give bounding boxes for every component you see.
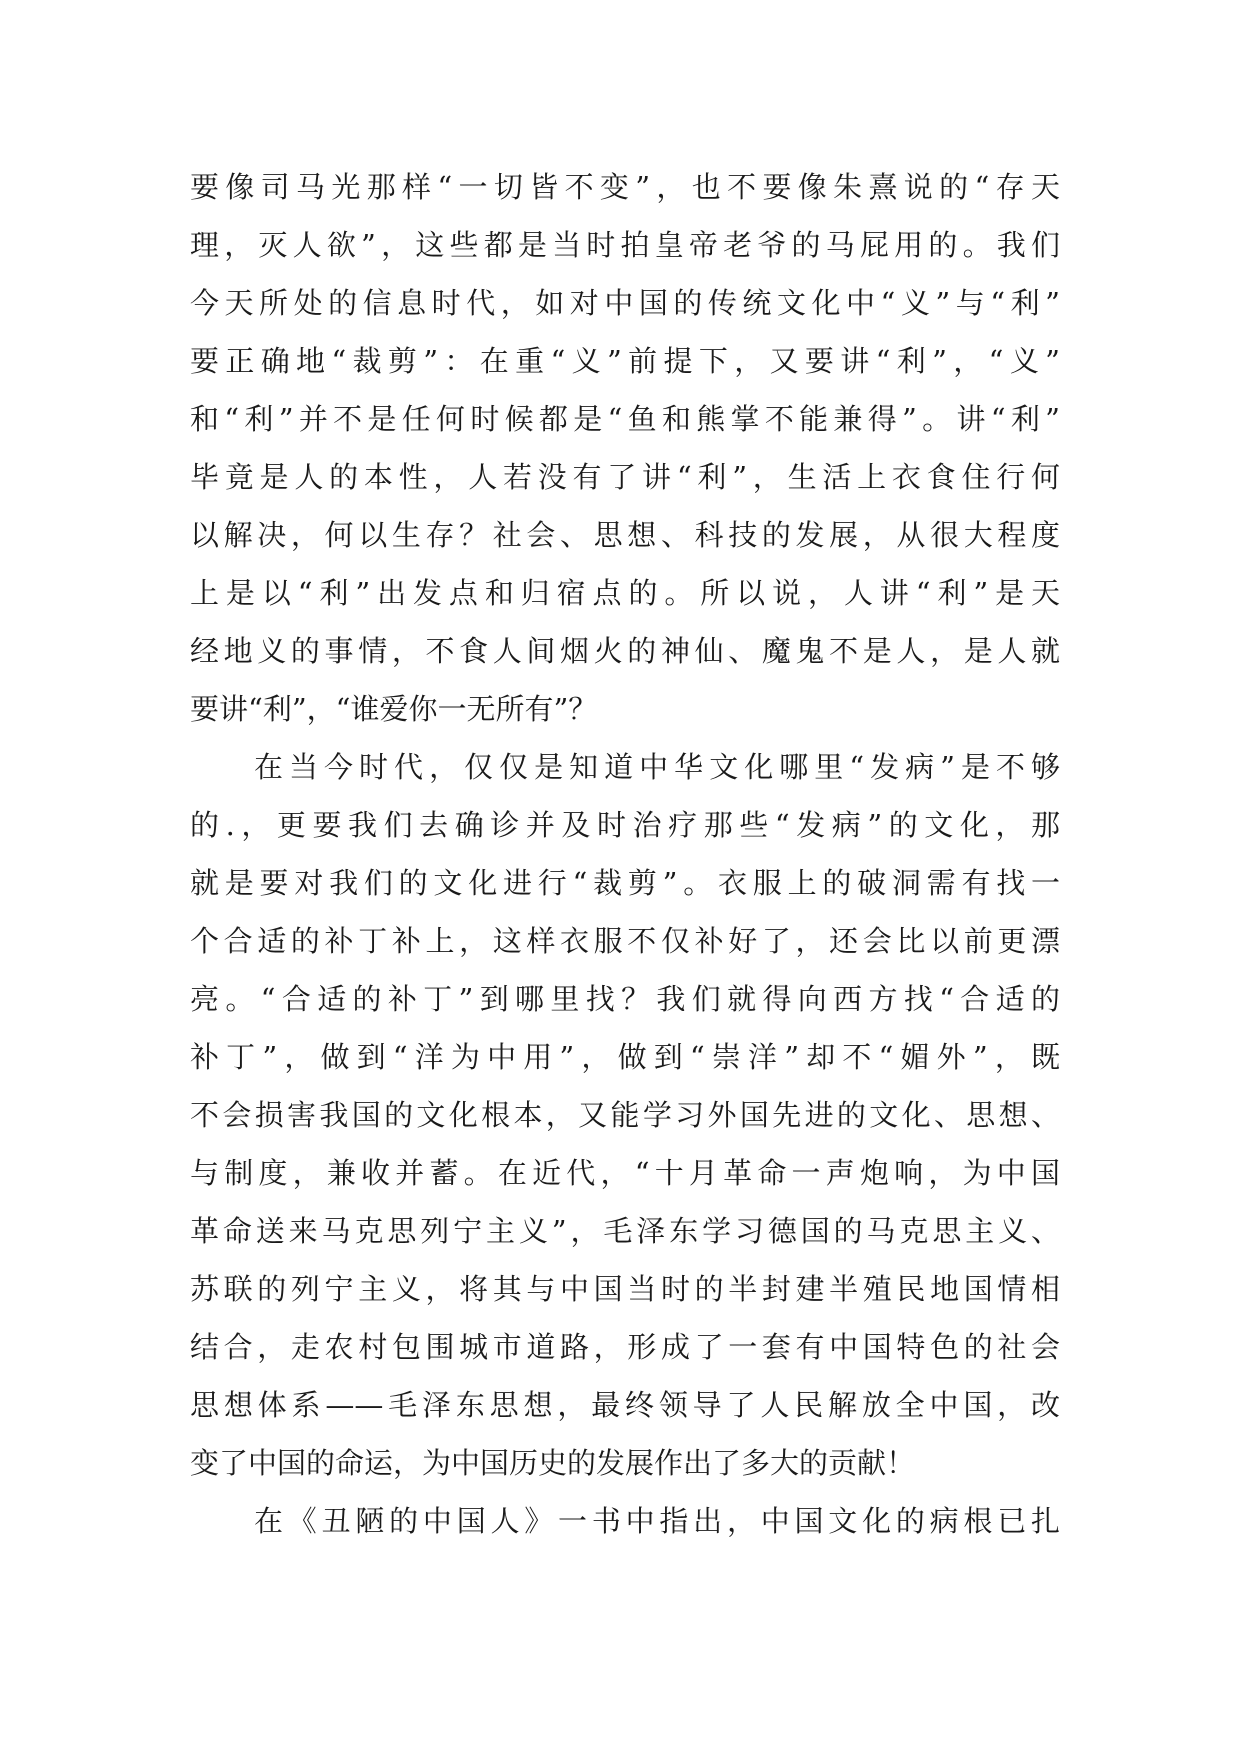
text-line: 的.，更要我们去确诊并及时治疗那些“发病”的文化，那: [190, 808, 1060, 842]
body-text: [190, 158, 1060, 1550]
text-line: 就是要对我们的文化进行“裁剪”。衣服上的破洞需有找一: [190, 866, 1060, 900]
text-line: 毕竟是人的本性，人若没有了讲“利”，生活上衣食住行何: [190, 460, 1060, 494]
text-line: 要讲“利”，“谁爱你一无所有”？: [190, 692, 598, 726]
text-line: 个合适的补丁补上，这样衣服不仅补好了，还会比以前更漂: [190, 924, 1060, 958]
text-line: 理，灭人欲”，这些都是当时拍皇帝老爷的马屁用的。我们: [190, 228, 1060, 262]
text-line: 不会损害我国的文化根本，又能学习外国先进的文化、思想、: [190, 1098, 1060, 1132]
paragraph-first-line: 在当今时代，仅仅是知道中华文化哪里“发病”是不够: [254, 750, 1060, 784]
text-line: 经地义的事情，不食人间烟火的神仙、魔鬼不是人，是人就: [190, 634, 1060, 668]
text-line: 与制度，兼收并蓄。在近代，“十月革命一声炮响，为中国: [190, 1156, 1060, 1190]
text-line: 思想体系——毛泽东思想，最终领导了人民解放全中国，改: [190, 1388, 1060, 1422]
text-line: 和“利”并不是任何时候都是“鱼和熊掌不能兼得”。讲“利”: [190, 402, 1060, 436]
text-line: 补丁”，做到“洋为中用”，做到“崇洋”却不“媚外”，既: [190, 1040, 1060, 1074]
text-line: 苏联的列宁主义，将其与中国当时的半封建半殖民地国情相: [190, 1272, 1060, 1306]
text-line: 要正确地“裁剪”：在重“义”前提下，又要讲“利”，“义”: [190, 344, 1060, 378]
text-line: 要像司马光那样“一切皆不变”，也不要像朱熹说的“存天: [190, 170, 1060, 204]
text-line: 革命送来马克思列宁主义”，毛泽东学习德国的马克思主义、: [190, 1214, 1060, 1248]
text-line: 结合，走农村包围城市道路，形成了一套有中国特色的社会: [190, 1330, 1060, 1364]
text-line: 以解决，何以生存？社会、思想、科技的发展，从很大程度: [190, 518, 1060, 552]
text-line: 今天所处的信息时代，如对中国的传统文化中“义”与“利”: [190, 286, 1060, 320]
text-line: 上是以“利”出发点和归宿点的。所以说，人讲“利”是天: [190, 576, 1060, 610]
text-line: 变了中国的命运，为中国历史的发展作出了多大的贡献！: [190, 1446, 916, 1480]
text-line: 亮。“合适的补丁”到哪里找？我们就得向西方找“合适的: [190, 982, 1060, 1016]
paragraph-first-line: 在《丑陋的中国人》一书中指出，中国文化的病根已扎: [254, 1504, 1060, 1538]
